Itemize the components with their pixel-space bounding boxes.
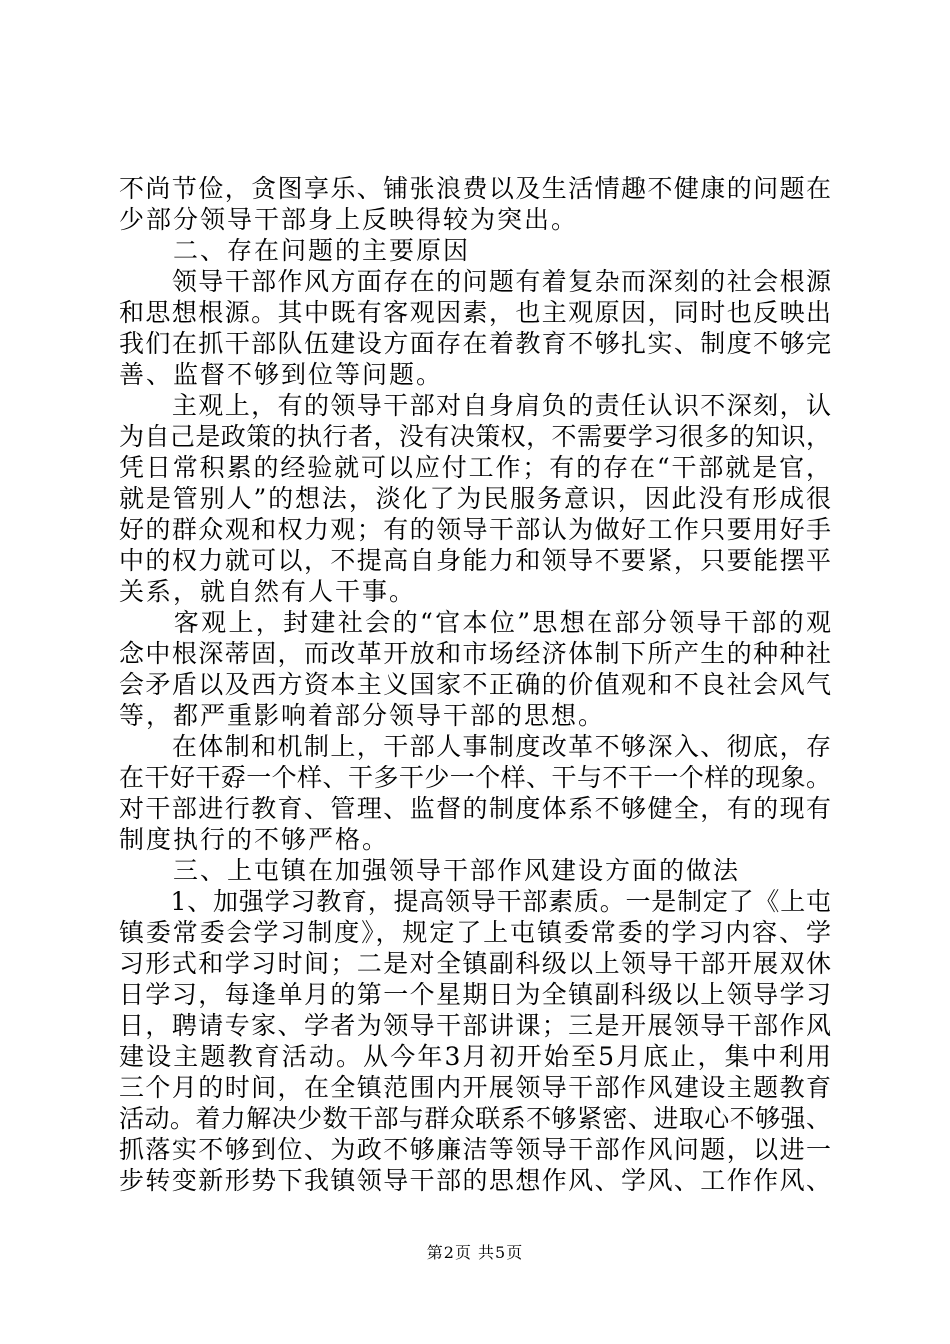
- text-line: 领导干部作风方面存在的问题有着复杂而深刻的社会根源: [119, 267, 831, 296]
- text-line: 凭日常积累的经验就可以应付工作；有的存在“干部就是官，: [119, 453, 831, 482]
- text-line: 会矛盾以及西方资本主义国家不正确的价值观和不良社会风气: [119, 670, 831, 699]
- section-heading: 二、存在问题的主要原因: [119, 236, 471, 265]
- text-line: 善、监督不够到位等问题。: [119, 360, 444, 389]
- text-line: 三个月的时间，在全镇范围内开展领导干部作风建设主题教育: [119, 1073, 831, 1102]
- text-line: 为自己是政策的执行者，没有决策权，不需要学习很多的知识，: [119, 422, 831, 451]
- text-line: 等，都严重影响着部分领导干部的思想。: [119, 701, 606, 730]
- text-line: 日，聘请专家、学者为领导干部讲课；三是开展领导干部作风: [119, 1011, 831, 1040]
- text-line: 和思想根源。其中既有客观因素，也主观原因，同时也反映出: [119, 298, 831, 327]
- text-line: 关系，就自然有人干事。: [119, 577, 417, 606]
- text-line: 日学习，每逢单月的第一个星期日为全镇副科级以上领导学习: [119, 980, 831, 1009]
- text-line: 中的权力就可以，不提高自身能力和领导不要紧，只要能摆平: [119, 546, 831, 575]
- text-line: 客观上，封建社会的“官本位”思想在部分领导干部的观: [119, 608, 831, 637]
- page-number-footer: 第2页 共5页: [426, 1243, 524, 1262]
- text-line: 好的群众观和权力观；有的领导干部认为做好工作只要用好手: [119, 515, 831, 544]
- text-line: 就是管别人”的想法，淡化了为民服务意识，因此没有形成很: [119, 484, 831, 513]
- text-line: 对干部进行教育、管理、监督的制度体系不够健全，有的现有: [119, 794, 831, 823]
- text-line: 步转变新形势下我镇领导干部的思想作风、学风、工作作风、: [119, 1166, 831, 1195]
- section-heading: 三、上屯镇在加强领导干部作风建设方面的做法: [119, 856, 741, 885]
- text-line: 不尚节俭，贪图享乐、铺张浪费以及生活情趣不健康的问题在: [119, 174, 831, 203]
- text-line: 制度执行的不够严格。: [119, 825, 390, 854]
- document-body: [119, 173, 831, 1196]
- text-line: 活动。着力解决少数干部与群众联系不够紧密、进取心不够强、: [119, 1104, 831, 1133]
- text-line: 在干好干孬一个样、干多干少一个样、干与不干一个样的现象。: [119, 763, 831, 792]
- text-line: 在体制和机制上，干部人事制度改革不够深入、彻底，存: [119, 732, 831, 761]
- text-line: 我们在抓干部队伍建设方面存在着教育不够扎实、制度不够完: [119, 329, 831, 358]
- text-line: 镇委常委会学习制度》，规定了上屯镇委常委的学习内容、学: [119, 918, 831, 947]
- text-line: 抓落实不够到位、为政不够廉洁等领导干部作风问题，以进一: [119, 1135, 831, 1164]
- text-line: 习形式和学习时间；二是对全镇副科级以上领导干部开展双休: [119, 949, 831, 978]
- text-line: 建设主题教育活动。从今年3月初开始至5月底止，集中利用: [119, 1042, 831, 1071]
- text-line: 念中根深蒂固，而改革开放和市场经济体制下所产生的种种社: [119, 639, 831, 668]
- text-line: 主观上，有的领导干部对自身肩负的责任认识不深刻，认: [119, 391, 831, 420]
- text-line: 1、加强学习教育，提高领导干部素质。一是制定了《上屯: [119, 887, 831, 916]
- text-line: 少部分领导干部身上反映得较为突出。: [119, 205, 579, 234]
